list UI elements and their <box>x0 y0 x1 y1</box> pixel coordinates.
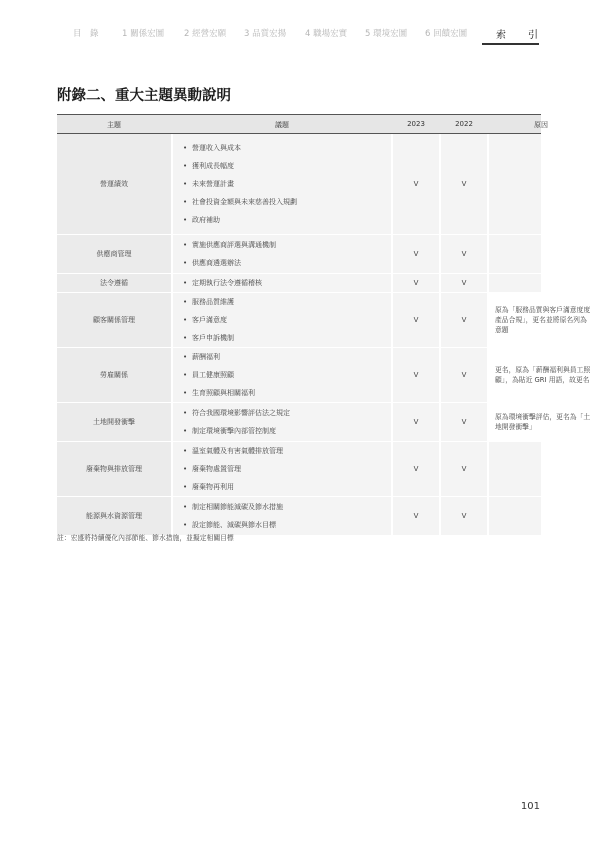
issue-text: 制定相關節能減碳及節水措施 <box>192 503 283 511</box>
reason-cell-empty <box>489 134 541 234</box>
issue-text: 溫室氣體及有害氣體排放管理 <box>192 447 283 455</box>
topic-cell: 土地開發衝擊 <box>57 403 171 441</box>
topic-cell: 勞雇關係 <box>57 348 171 402</box>
issue-item <box>183 193 297 211</box>
issue-item <box>183 348 220 366</box>
bullet-icon: • <box>183 316 188 324</box>
reason-cell: 更名，原為「薪酬福利與員工照顧」，為貼近 GRI 用語，故更名 <box>495 366 591 384</box>
table-row <box>57 235 541 274</box>
year-2022-check: V <box>441 497 487 535</box>
issue-text: 社會投資金額與未來慈善投入規劃 <box>192 198 297 206</box>
issue-text: 政府補助 <box>192 216 220 224</box>
year-2023-check: V <box>393 235 439 273</box>
year-2023-check: V <box>393 348 439 402</box>
nav-item-chapter-3[interactable]: 3 品質宏揚 <box>244 29 287 39</box>
issue-item <box>183 157 234 175</box>
material-topic-change-table <box>57 114 591 536</box>
issue-item <box>183 311 227 329</box>
year-2023-check: V <box>393 403 439 441</box>
year-2022-check: V <box>441 293 487 347</box>
year-2022-check: V <box>441 274 487 292</box>
issue-item <box>183 422 276 440</box>
bullet-icon: • <box>183 371 188 379</box>
year-2022-check: V <box>441 134 487 234</box>
issues-cell <box>173 293 391 347</box>
issue-item <box>183 139 241 157</box>
reason-cell-empty <box>489 235 541 273</box>
year-2023-check: V <box>393 134 439 234</box>
page-title: 附錄二、重大主題異動說明 <box>57 88 231 104</box>
reason-cell-empty <box>489 274 541 292</box>
bullet-icon: • <box>183 216 188 224</box>
bullet-icon: • <box>183 465 188 473</box>
issue-text: 獲利成長幅度 <box>192 162 234 170</box>
page-number: 101 <box>520 801 540 812</box>
issues-cell <box>173 497 391 535</box>
header-2022: 2022 <box>455 120 473 128</box>
topic-cell: 法令遵循 <box>57 274 171 292</box>
issue-item <box>183 442 283 460</box>
bullet-icon: • <box>183 298 188 306</box>
issues-cell <box>173 274 391 292</box>
issue-item <box>183 478 234 496</box>
bullet-icon: • <box>183 279 188 287</box>
issue-item <box>183 175 234 193</box>
issue-item <box>183 274 262 292</box>
reason-cell-empty <box>489 497 541 535</box>
issue-text: 符合我國環境影響評估法之規定 <box>192 409 290 417</box>
bullet-icon: • <box>183 389 188 397</box>
bullet-icon: • <box>183 198 188 206</box>
issue-item <box>183 211 220 229</box>
nav-item-chapter-2[interactable]: 2 經營宏願 <box>184 29 227 39</box>
issue-text: 實施供應商評選與溝通機制 <box>192 241 276 249</box>
issue-text: 薪酬福利 <box>192 353 220 361</box>
issue-item <box>183 404 290 422</box>
bullet-icon: • <box>183 334 188 342</box>
bullet-icon: • <box>183 521 188 529</box>
nav-item-contents[interactable]: 目 錄 <box>73 29 99 39</box>
year-2023-check: V <box>393 293 439 347</box>
bullet-icon: • <box>183 483 188 491</box>
issue-text: 定期執行法令遵循稽核 <box>192 279 262 287</box>
topic-cell: 能源與水資源管理 <box>57 497 171 535</box>
issue-text: 設定節能、減碳與節水目標 <box>192 521 276 529</box>
nav-item-chapter-1[interactable]: 1 關係宏圖 <box>122 29 165 39</box>
table-body <box>57 134 591 536</box>
issues-cell <box>173 134 391 234</box>
year-2022-check: V <box>441 348 487 402</box>
table-row <box>57 348 591 403</box>
bullet-icon: • <box>183 447 188 455</box>
footnote: 註：宏盛將持續優化內部節能、節水措施，並擬定相關目標 <box>57 534 234 542</box>
header-reason: 原因 <box>534 121 548 129</box>
bullet-icon: • <box>183 259 188 267</box>
issue-item <box>183 329 234 347</box>
table-row <box>57 134 541 235</box>
year-2023-check: V <box>393 442 439 496</box>
issue-item <box>183 384 255 402</box>
bullet-icon: • <box>183 180 188 188</box>
year-2022-check: V <box>441 403 487 441</box>
nav-item-index[interactable]: 索 引 <box>496 30 544 41</box>
issue-text: 客戶滿意度 <box>192 316 227 324</box>
reason-cell: 原為環境衝擊評估，更名為「土地開發衝擊」 <box>495 413 591 431</box>
bullet-icon: • <box>183 353 188 361</box>
table-header <box>57 114 548 134</box>
table-row <box>57 497 541 536</box>
reason-cell-empty <box>489 442 541 496</box>
issue-item <box>183 460 241 478</box>
active-tab-underline <box>482 43 539 45</box>
nav-item-chapter-5[interactable]: 5 環境宏圖 <box>365 29 408 39</box>
issues-cell <box>173 348 391 402</box>
issue-text: 生育照顧與相關福利 <box>192 389 255 397</box>
issue-text: 未來營運計畫 <box>192 180 234 188</box>
bullet-icon: • <box>183 409 188 417</box>
reason-cell: 原為「服務品質與客戶滿意度度產品合規」，更名並將原名列為意題 <box>495 306 591 334</box>
issue-text: 營運收入與成本 <box>192 144 241 152</box>
header-2023: 2023 <box>407 120 425 128</box>
nav-item-chapter-6[interactable]: 6 回饋宏圖 <box>425 29 468 39</box>
issue-item <box>183 293 234 311</box>
table-row <box>57 293 591 348</box>
year-2023-check: V <box>393 274 439 292</box>
header-topic: 主題 <box>107 121 121 129</box>
topic-cell: 供應商管理 <box>57 235 171 273</box>
bullet-icon: • <box>183 427 188 435</box>
issue-item <box>183 366 234 384</box>
bullet-icon: • <box>183 144 188 152</box>
bullet-icon: • <box>183 162 188 170</box>
top-navigation <box>0 24 595 44</box>
bullet-icon: • <box>183 503 188 511</box>
issue-text: 客戶申訴機制 <box>192 334 234 342</box>
topic-cell: 顧客關係管理 <box>57 293 171 347</box>
issue-text: 廢棄物再利用 <box>192 483 234 491</box>
nav-item-chapter-4[interactable]: 4 職場宏實 <box>305 29 348 39</box>
issue-item <box>183 236 276 254</box>
issue-text: 供應商遴選辦法 <box>192 259 241 267</box>
issue-text: 廢棄物處置管理 <box>192 465 241 473</box>
issues-cell <box>173 235 391 273</box>
topic-cell: 廢棄物與排放管理 <box>57 442 171 496</box>
header-issues: 議題 <box>275 121 289 129</box>
table-row <box>57 442 541 497</box>
year-2022-check: V <box>441 442 487 496</box>
bullet-icon: • <box>183 241 188 249</box>
issue-item <box>183 254 241 272</box>
issue-text: 員工健康照顧 <box>192 371 234 379</box>
issue-text: 服務品質維護 <box>192 298 234 306</box>
topic-cell: 營運績效 <box>57 134 171 234</box>
issues-cell <box>173 442 391 496</box>
table-row <box>57 274 541 293</box>
issue-text: 制定環境衝擊內部管控制度 <box>192 427 276 435</box>
table-row <box>57 403 591 442</box>
year-2022-check: V <box>441 235 487 273</box>
issues-cell <box>173 403 391 441</box>
issue-item <box>183 498 283 516</box>
year-2023-check: V <box>393 497 439 535</box>
